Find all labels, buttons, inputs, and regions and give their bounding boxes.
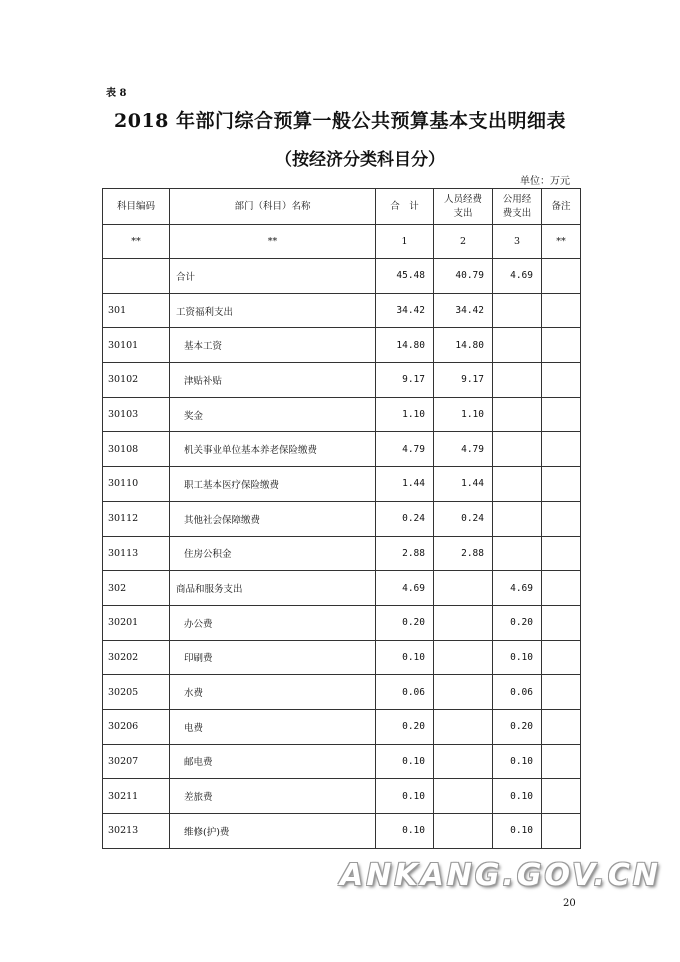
cell-personnel (434, 571, 493, 606)
col-header-personnel-line1: 人员经费 (443, 193, 482, 205)
cell-note (542, 605, 581, 640)
table-row (103, 328, 581, 363)
cell-total: 0.20 (376, 605, 434, 640)
cell-name: 工资福利支出 (170, 293, 376, 328)
cell-name: 机关事业单位基本养老保险缴费 (170, 432, 376, 467)
cell-personnel: 14.80 (434, 328, 493, 363)
cell-code: 30102 (103, 363, 170, 398)
cell-personnel (434, 605, 493, 640)
marker-total: 1 (376, 225, 434, 259)
cell-personnel: 40.79 (434, 259, 493, 294)
table-row (103, 432, 581, 467)
cell-public: 4.69 (493, 259, 542, 294)
cell-name: 基本工资 (170, 328, 376, 363)
marker-personnel: 2 (434, 225, 493, 259)
cell-name: 职工基本医疗保险缴费 (170, 467, 376, 502)
cell-public: 0.10 (493, 814, 542, 849)
cell-public (493, 467, 542, 502)
cell-code: 30113 (103, 536, 170, 571)
page-number: 20 (563, 898, 576, 909)
cell-name: 印刷费 (170, 640, 376, 675)
cell-personnel (434, 709, 493, 744)
cell-public (493, 432, 542, 467)
cell-personnel: 9.17 (434, 363, 493, 398)
cell-public (493, 397, 542, 432)
cell-code: 30110 (103, 467, 170, 502)
cell-personnel: 1.10 (434, 397, 493, 432)
cell-name: 水费 (170, 675, 376, 710)
cell-public: 0.10 (493, 640, 542, 675)
col-header-personnel-line2: 支出 (453, 207, 473, 219)
cell-name: 住房公积金 (170, 536, 376, 571)
col-header-name: 部门（科目）名称 (170, 189, 376, 225)
col-header-note: 备注 (542, 189, 581, 225)
cell-code: 30103 (103, 397, 170, 432)
table-row (103, 814, 581, 849)
cell-public (493, 501, 542, 536)
table-header-row (103, 189, 581, 225)
col-header-public (493, 189, 542, 225)
cell-note (542, 328, 581, 363)
table-row (103, 397, 581, 432)
marker-public: 3 (493, 225, 542, 259)
marker-name: ** (170, 225, 376, 259)
cell-name: 合计 (170, 259, 376, 294)
table-row (103, 640, 581, 675)
cell-personnel: 1.44 (434, 467, 493, 502)
cell-code: 301 (103, 293, 170, 328)
cell-total: 0.10 (376, 640, 434, 675)
cell-personnel: 2.88 (434, 536, 493, 571)
cell-public: 0.10 (493, 779, 542, 814)
cell-total: 1.10 (376, 397, 434, 432)
expenditure-table (102, 188, 581, 849)
cell-total: 14.80 (376, 328, 434, 363)
table-row (103, 571, 581, 606)
cell-personnel (434, 779, 493, 814)
cell-name: 办公费 (170, 605, 376, 640)
cell-total: 1.44 (376, 467, 434, 502)
cell-note (542, 814, 581, 849)
table-row (103, 363, 581, 398)
cell-public: 0.10 (493, 744, 542, 779)
cell-name: 维修(护)费 (170, 814, 376, 849)
cell-note (542, 640, 581, 675)
cell-personnel (434, 675, 493, 710)
cell-personnel (434, 814, 493, 849)
cell-public: 0.06 (493, 675, 542, 710)
col-header-total: 合 计 (376, 189, 434, 225)
cell-code: 30202 (103, 640, 170, 675)
cell-note (542, 501, 581, 536)
cell-total: 0.24 (376, 501, 434, 536)
cell-code: 30101 (103, 328, 170, 363)
marker-note: ** (542, 225, 581, 259)
col-header-public-line1: 公用经 (502, 193, 532, 205)
cell-code: 30205 (103, 675, 170, 710)
table-row (103, 536, 581, 571)
cell-total: 2.88 (376, 536, 434, 571)
cell-total: 0.06 (376, 675, 434, 710)
cell-note (542, 709, 581, 744)
unit-label: 单位：万元 (520, 176, 570, 187)
table-row (103, 675, 581, 710)
cell-note (542, 397, 581, 432)
cell-code: 30201 (103, 605, 170, 640)
col-header-personnel (434, 189, 493, 225)
cell-personnel: 4.79 (434, 432, 493, 467)
cell-name: 电费 (170, 709, 376, 744)
cell-personnel: 0.24 (434, 501, 493, 536)
cell-code: 30213 (103, 814, 170, 849)
cell-code: 30207 (103, 744, 170, 779)
cell-name: 商品和服务支出 (170, 571, 376, 606)
cell-public (493, 363, 542, 398)
cell-note (542, 675, 581, 710)
cell-note (542, 467, 581, 502)
cell-personnel (434, 744, 493, 779)
table-row (103, 501, 581, 536)
cell-total: 0.10 (376, 779, 434, 814)
cell-total: 0.20 (376, 709, 434, 744)
cell-code: 302 (103, 571, 170, 606)
table-row (103, 605, 581, 640)
cell-note (542, 363, 581, 398)
cell-total: 34.42 (376, 293, 434, 328)
cell-name: 差旅费 (170, 779, 376, 814)
cell-code: 30108 (103, 432, 170, 467)
page-title: 2018 年部门综合预算一般公共预算基本支出明细表 (114, 110, 566, 132)
table-row (103, 779, 581, 814)
cell-total: 9.17 (376, 363, 434, 398)
cell-code: 30211 (103, 779, 170, 814)
cell-code: 30112 (103, 501, 170, 536)
cell-code: 30206 (103, 709, 170, 744)
cell-name: 津贴补贴 (170, 363, 376, 398)
cell-name: 邮电费 (170, 744, 376, 779)
cell-note (542, 432, 581, 467)
cell-note (542, 293, 581, 328)
cell-total: 4.79 (376, 432, 434, 467)
cell-name: 奖金 (170, 397, 376, 432)
cell-public: 0.20 (493, 709, 542, 744)
page-subtitle: （按经济分类科目分） (275, 150, 445, 170)
cell-public (493, 293, 542, 328)
cell-total: 0.10 (376, 744, 434, 779)
cell-note (542, 779, 581, 814)
site-watermark: ANKANG.GOV.CN (340, 858, 662, 893)
cell-total: 0.10 (376, 814, 434, 849)
cell-note (542, 536, 581, 571)
cell-total: 4.69 (376, 571, 434, 606)
cell-public (493, 536, 542, 571)
table-row (103, 744, 581, 779)
cell-public: 0.20 (493, 605, 542, 640)
table-row (103, 293, 581, 328)
column-index-row (103, 225, 581, 259)
col-header-code: 科目编码 (103, 189, 170, 225)
cell-personnel (434, 640, 493, 675)
cell-note (542, 259, 581, 294)
table-row (103, 259, 581, 294)
cell-name: 其他社会保障缴费 (170, 501, 376, 536)
cell-total: 45.48 (376, 259, 434, 294)
col-header-public-line2: 费支出 (502, 207, 532, 219)
cell-code (103, 259, 170, 294)
table-row (103, 467, 581, 502)
cell-public (493, 328, 542, 363)
cell-note (542, 744, 581, 779)
cell-public: 4.69 (493, 571, 542, 606)
marker-code: ** (103, 225, 170, 259)
cell-personnel: 34.42 (434, 293, 493, 328)
table-row (103, 709, 581, 744)
cell-note (542, 571, 581, 606)
table-tag: 表 8 (106, 88, 127, 99)
